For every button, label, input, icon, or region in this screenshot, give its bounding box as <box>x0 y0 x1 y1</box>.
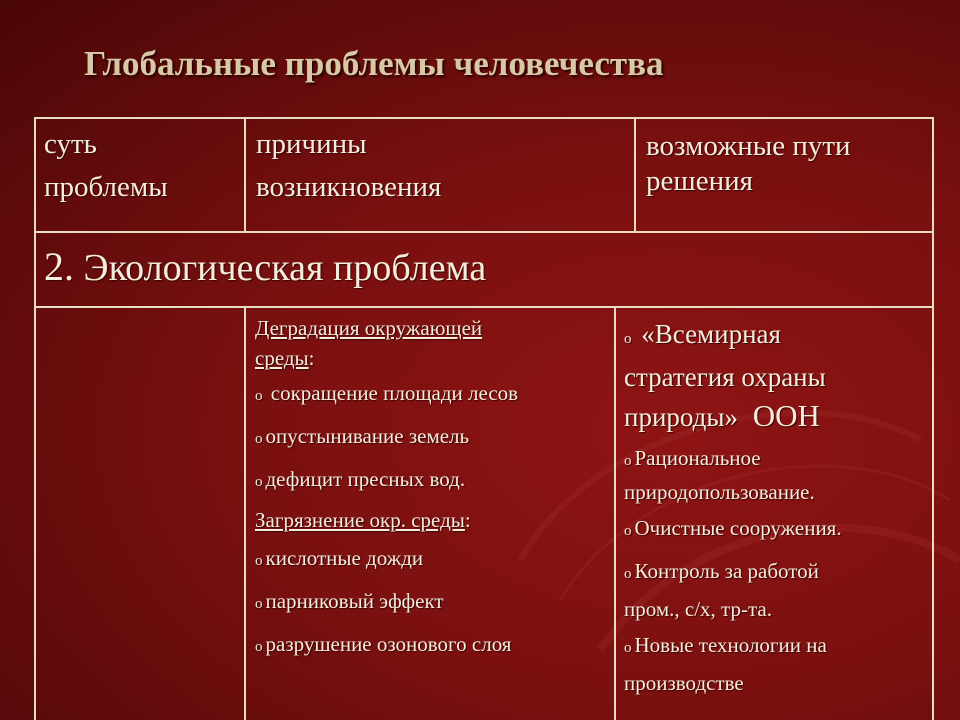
causes-group2-heading: Загрязнение окр. среды <box>255 508 465 532</box>
solutions-list <box>624 315 929 699</box>
header-causes-line2: возникновения <box>256 171 442 203</box>
header-solutions-line2: решения <box>646 165 753 197</box>
header-causes-line1: причины <box>256 128 367 160</box>
solution-first-line3-tail: ООН <box>752 398 820 433</box>
slide-title: Глобальные проблемы человечества <box>84 44 664 83</box>
causes-list <box>255 313 610 667</box>
header-row-divider <box>34 231 934 233</box>
bullet-icon: o <box>255 596 263 612</box>
header-essence-line2: проблемы <box>44 171 168 203</box>
solution-first-line1: «Всемирная <box>641 319 781 349</box>
section-number: 2. <box>44 244 74 289</box>
header-causes <box>256 123 441 209</box>
bullet-icon: o <box>624 566 632 582</box>
solution-item-line1: Очистные сооружения. <box>634 516 842 540</box>
body-col-divider-2 <box>614 306 616 720</box>
solution-item-line2: природопользование. <box>624 480 815 504</box>
causes-group1-heading-line2: среды <box>255 346 309 370</box>
solution-item-line2: производстве <box>624 671 744 695</box>
list-item <box>255 581 610 624</box>
bullet-icon: o <box>255 431 263 447</box>
causes-item: парниковый эффект <box>265 589 444 613</box>
header-col-divider-2 <box>634 117 636 232</box>
causes-item: кислотные дожди <box>265 546 424 570</box>
list-item <box>624 625 929 668</box>
header-solutions <box>646 129 851 199</box>
causes-group1-heading-line1: Деградация окружающей <box>255 316 483 340</box>
causes-item: дефицит пресных вод. <box>265 467 466 491</box>
header-essence <box>44 123 168 209</box>
bullet-icon: o <box>255 553 263 569</box>
list-item <box>624 443 929 477</box>
problems-table <box>34 117 934 720</box>
bullet-icon: o <box>624 453 632 469</box>
causes-item: сокращение площади лесов <box>270 381 519 405</box>
header-essence-line1: суть <box>44 128 97 160</box>
section-heading <box>44 243 486 290</box>
solution-item-line1: Контроль за работой <box>634 559 819 583</box>
list-item <box>624 508 929 551</box>
table-border-top <box>34 117 934 119</box>
solution-item-line1: Рациональное <box>634 446 761 470</box>
section-title: Экологическая проблема <box>83 247 487 289</box>
solution-item-line1: Новые технологии на <box>634 633 827 657</box>
list-item <box>255 624 610 667</box>
bullet-icon: o <box>255 639 263 655</box>
causes-group1-heading-suffix: : <box>308 346 315 370</box>
bullet-icon: o <box>255 474 263 490</box>
solution-item-line2: пром., с/х, тр-та. <box>624 597 772 621</box>
header-solutions-line1: возможные пути <box>646 130 851 162</box>
causes-item: разрушение озонового слоя <box>265 632 512 656</box>
list-item <box>255 459 610 502</box>
bullet-icon: o <box>624 640 632 656</box>
bullet-icon: o <box>255 388 263 404</box>
causes-item: опустынивание земель <box>265 424 470 448</box>
body-col-divider-1 <box>244 306 246 720</box>
bullet-icon: o <box>624 331 632 347</box>
solution-first-line3: природы» <box>624 402 738 432</box>
causes-group2-heading-suffix: : <box>464 508 471 532</box>
list-item <box>255 538 610 581</box>
bullet-icon: o <box>624 523 632 539</box>
section-row-divider <box>34 306 934 308</box>
list-item <box>255 373 610 416</box>
table-border-left <box>34 117 36 720</box>
list-item <box>255 416 610 459</box>
solution-first-line2: стратегия охраны <box>624 362 826 392</box>
table-border-right <box>932 117 934 720</box>
header-col-divider-1 <box>244 117 246 232</box>
list-item <box>624 551 929 594</box>
